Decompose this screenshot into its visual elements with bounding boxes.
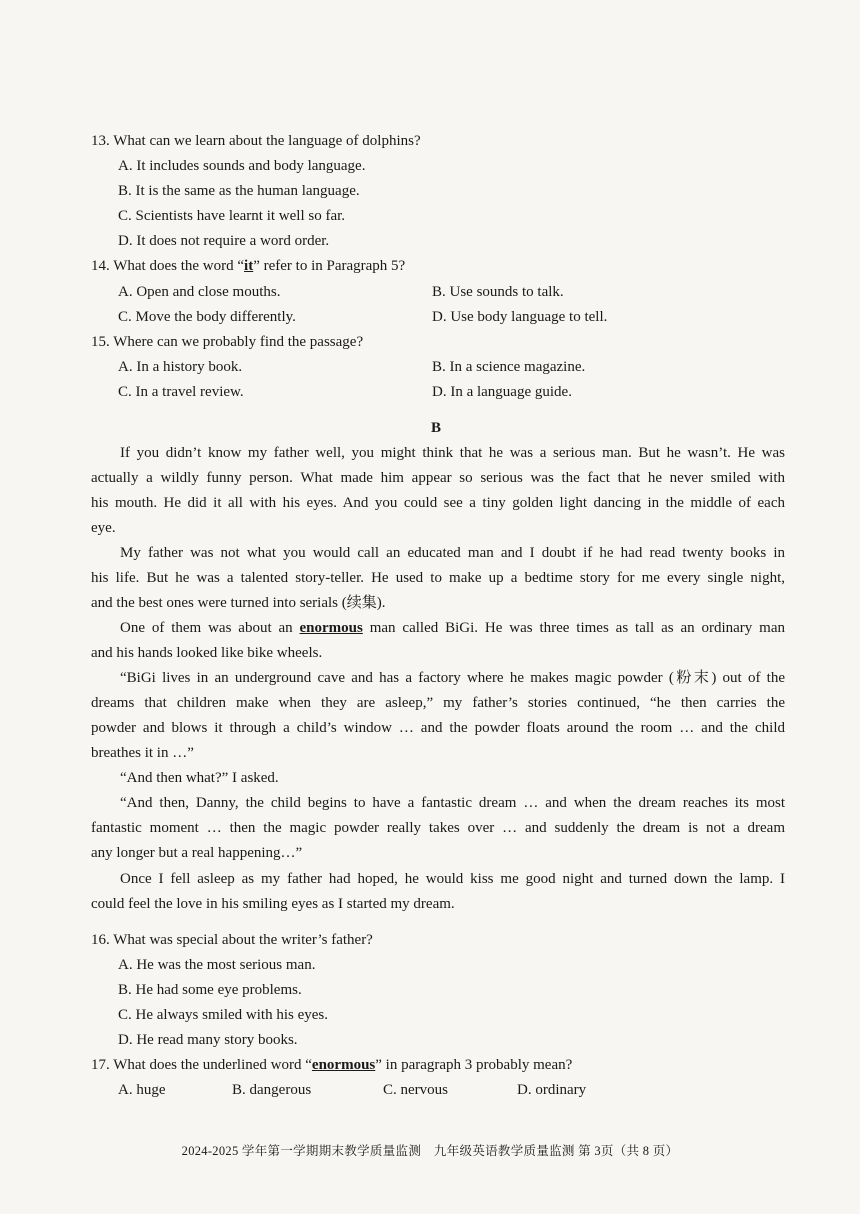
passage-p7-line: could feel the love in his smiling eyes as I started my dream. <box>91 896 455 912</box>
question-14-option-a: A. Open and close mouths. <box>118 284 281 300</box>
question-15-stem: 15. Where can we probably find the passage? <box>91 334 364 350</box>
page-footer: 2024-2025 学年第一学期期末教学质量监测 九年级英语教学质量监测 第 3页（共 8 页） <box>181 1144 679 1158</box>
passage-p6-line: “And then, Danny, the child begins to have a fantastic dream … and when the dream reaches its most <box>120 795 785 811</box>
passage-p1-line: his mouth. He did it all with his eyes. And you could see a tiny golden light dancing in the middle of each <box>91 495 785 511</box>
question-17-option-b: B. dangerous <box>232 1082 312 1098</box>
question-17-stem-post: ” in paragraph 3 probably mean? <box>375 1057 573 1073</box>
question-13-option-a: A. It includes sounds and body language. <box>118 158 366 174</box>
question-14-stem-post: ” refer to in Paragraph 5? <box>253 258 406 274</box>
question-17-option-d: D. ordinary <box>517 1082 587 1098</box>
question-16-option-c: C. He always smiled with his eyes. <box>118 1007 328 1023</box>
question-14-option-b: B. Use sounds to talk. <box>432 284 564 300</box>
passage-p6-line: any longer but a real happening…” <box>91 845 303 861</box>
passage-p3-pre: One of them was about an <box>120 620 300 636</box>
question-13-option-b: B. It is the same as the human language. <box>118 183 360 199</box>
question-16-option-d: D. He read many story books. <box>118 1032 298 1048</box>
passage-p2-line: My father was not what you would call an educated man and I doubt if he had read twenty books in <box>120 545 785 561</box>
passage-p2-line: and the best ones were turned into serials (续集). <box>91 595 386 611</box>
question-14-option-d: D. Use body language to tell. <box>432 309 608 325</box>
question-13-option-d: D. It does not require a word order. <box>118 233 330 249</box>
passage-p4-line: breathes it in …” <box>91 745 194 761</box>
passage-underlined-word: enormous <box>299 620 363 636</box>
passage-p6-line: fantastic moment … then the magic powder really takes over … and suddenly the dream is not a dream <box>91 820 785 836</box>
question-16-option-b: B. He had some eye problems. <box>118 982 302 998</box>
question-16-stem: 16. What was special about the writer’s father? <box>91 932 373 948</box>
question-15-option-c: C. In a travel review. <box>118 384 244 400</box>
passage-p2-line: his life. But he was a talented story-teller. He used to make up a bedtime story for me every single night, <box>91 570 785 586</box>
passage-p4-line: “BiGi lives in an underground cave and has a factory where he makes magic powder (粉末) out of the <box>120 670 785 686</box>
passage-p1-line: eye. <box>91 520 116 536</box>
question-15-option-d: D. In a language guide. <box>432 384 572 400</box>
question-14-underlined-word: it <box>244 258 254 274</box>
question-17-option-c: C. nervous <box>383 1082 448 1098</box>
passage-p7-line: Once I fell asleep as my father had hoped, he would kiss me good night and turned down the lamp. I <box>120 871 785 887</box>
passage-p4-line: dreams that children make when they are asleep,” my father’s stories continued, “he then carries the <box>91 695 785 711</box>
question-17-option-a: A. huge <box>118 1082 166 1098</box>
question-14-stem-pre: 14. What does the word “ <box>91 258 245 274</box>
passage-p4-line: powder and blows it through a child’s window … and the powder floats around the room … and the child <box>91 720 785 736</box>
question-17-stem-pre: 17. What does the underlined word “ <box>91 1057 312 1073</box>
passage-p5-line: “And then what?” I asked. <box>120 770 279 786</box>
question-15-option-a: A. In a history book. <box>118 359 243 375</box>
question-17-underlined-word: enormous <box>311 1057 376 1073</box>
passage-p3-line <box>120 618 785 638</box>
question-17-stem <box>91 1055 572 1075</box>
passage-p1-line: If you didn’t know my father well, you might think that he was a serious man. But he wasn’t. He was <box>120 445 785 461</box>
question-16-option-a: A. He was the most serious man. <box>118 957 316 973</box>
question-13-stem: 13. What can we learn about the language of dolphins? <box>91 133 421 149</box>
question-13-option-c: C. Scientists have learnt it well so far. <box>118 208 346 224</box>
passage-p3-line: and his hands looked like bike wheels. <box>91 645 323 661</box>
passage-p3-post: man called BiGi. He was three times as tall as an ordinary man <box>362 620 785 636</box>
section-b-heading: B <box>431 420 442 436</box>
question-15-option-b: B. In a science magazine. <box>432 359 586 375</box>
question-14-option-c: C. Move the body differently. <box>118 309 296 325</box>
passage-p1-line: actually a wildly funny person. What made him appear so serious was the fact that he never smiled with <box>91 470 785 486</box>
question-14-stem <box>91 256 405 276</box>
